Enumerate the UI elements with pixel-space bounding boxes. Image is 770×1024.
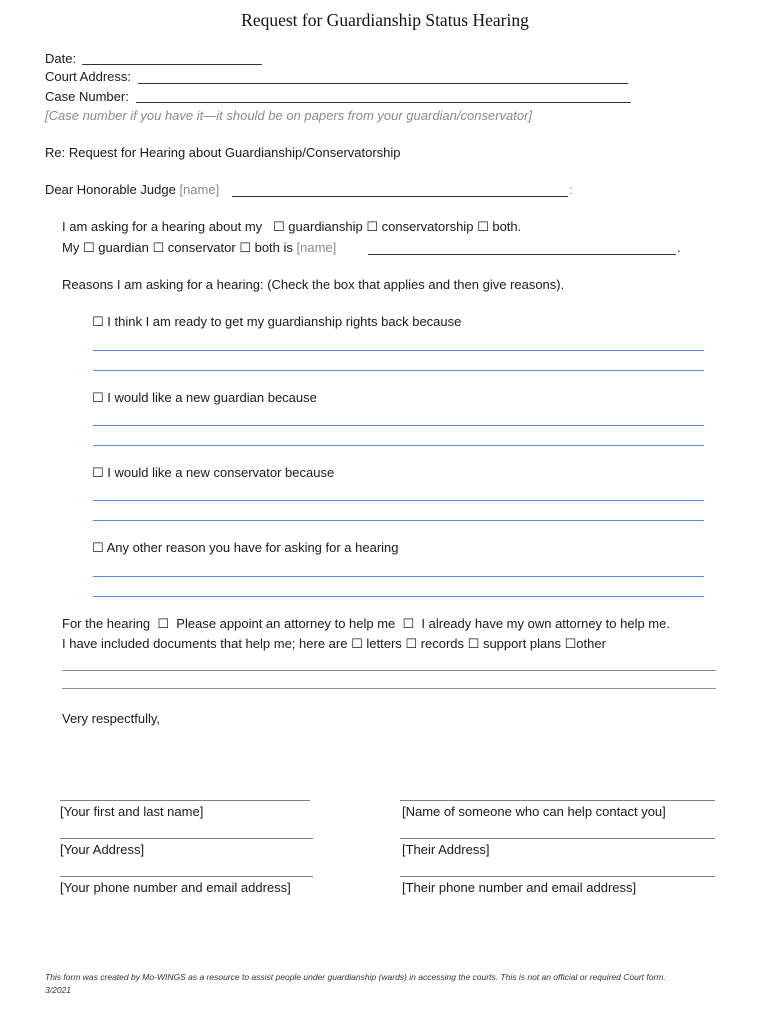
hearing-about-line [62, 219, 521, 235]
documents-line-1[interactable] [62, 670, 716, 671]
reason-rights-back-line-1[interactable] [93, 350, 704, 351]
helper-address-line[interactable] [400, 838, 715, 839]
attorney-prefix: For the hearing [62, 616, 151, 631]
footer-note [45, 971, 735, 997]
reason-rights-back-label: I think I am ready to get my guardianship rights back because [107, 314, 462, 329]
guardianship-option: guardianship [288, 219, 363, 234]
date-field[interactable] [82, 64, 262, 65]
conservator-option: conservator [167, 240, 236, 255]
judge-name-field[interactable] [232, 196, 568, 197]
letters-checkbox[interactable]: ☐ [351, 637, 363, 652]
guardian-option: guardian [98, 240, 149, 255]
salutation [45, 182, 219, 197]
reason-new-guardian-line-2[interactable] [93, 445, 704, 446]
page-title: Request for Guardianship Status Hearing [241, 10, 529, 30]
date-label: Date: [45, 51, 77, 66]
salutation-prefix: Dear Honorable Judge [45, 182, 176, 197]
reason-new-conservator [92, 465, 334, 481]
guardian-line-period: . [677, 240, 681, 255]
case-number-field[interactable] [136, 102, 631, 103]
reason-new-guardian [92, 390, 317, 406]
helper-address-label: [Their Address] [402, 842, 490, 857]
guardian-checkbox[interactable]: ☐ [82, 241, 95, 256]
reason-rights-back-checkbox[interactable]: ☐ [92, 315, 104, 330]
footer-date: 3/2021 [45, 985, 71, 995]
your-address-label: [Your Address] [60, 842, 145, 857]
support-plans-label: support plans [482, 636, 562, 651]
case-number-hint: [Case number if you have it—it should be on papers from your guardian/conservator] [45, 108, 533, 123]
court-address-field[interactable] [138, 83, 628, 84]
reason-other-checkbox[interactable]: ☐ [92, 541, 104, 556]
support-plans-checkbox[interactable]: ☐ [467, 637, 480, 652]
closing: Very respectfully, [62, 711, 161, 726]
your-name-label: [Your first and last name] [60, 804, 204, 819]
your-name-line[interactable] [60, 800, 310, 801]
helper-contact-label: [Their phone number and email address] [402, 880, 637, 895]
your-address-line[interactable] [60, 838, 313, 839]
my-label: My [62, 240, 80, 255]
conservator-checkbox[interactable]: ☐ [152, 241, 165, 256]
both-is-option: both is [254, 240, 293, 255]
hearing-about-prefix: I am asking for a hearing about my [62, 219, 263, 234]
other-checkbox[interactable]: ☐ [564, 637, 577, 652]
helper-name-line[interactable] [400, 800, 715, 801]
own-attorney-checkbox[interactable]: ☐ [402, 617, 415, 632]
both-option: both. [492, 219, 522, 234]
reason-other-line-1[interactable] [93, 576, 704, 577]
attorney-line [62, 616, 670, 632]
helper-contact-line[interactable] [400, 876, 715, 877]
documents-line [62, 636, 606, 652]
records-label: records [420, 636, 465, 651]
appoint-attorney-label: Please appoint an attorney to help me [176, 616, 396, 631]
reason-new-conservator-line-2[interactable] [93, 520, 704, 521]
guardian-name-line [62, 240, 336, 256]
own-attorney-label: I already have my own attorney to help me. [421, 616, 670, 631]
case-number-label: Case Number: [45, 89, 129, 104]
court-address-label: Court Address: [45, 69, 131, 84]
both-checkbox[interactable]: ☐ [477, 220, 489, 235]
reason-new-guardian-checkbox[interactable]: ☐ [92, 391, 104, 406]
letters-label: letters [366, 636, 402, 651]
other-label: other [576, 636, 606, 651]
footer-disclaimer: This form was created by Mo-WINGS as a resource to assist people under guardianship (wards) in accessing the courts. This is not an official or required Court form. [45, 972, 666, 982]
documents-prefix: I have included documents that help me; here are [62, 636, 348, 651]
reason-rights-back [92, 314, 461, 330]
guardianship-checkbox[interactable]: ☐ [273, 220, 285, 235]
helper-name-label: [Name of someone who can help contact you] [402, 804, 666, 819]
reason-new-conservator-label: I would like a new conservator because [107, 465, 335, 480]
your-contact-label: [Your phone number and email address] [60, 880, 291, 895]
appoint-attorney-checkbox[interactable]: ☐ [157, 617, 170, 632]
records-checkbox[interactable]: ☐ [405, 637, 418, 652]
documents-line-2[interactable] [62, 688, 716, 689]
judge-name-hint: [name] [179, 182, 220, 197]
reason-new-guardian-label: I would like a new guardian because [107, 390, 317, 405]
your-contact-line[interactable] [60, 876, 313, 877]
reason-new-conservator-checkbox[interactable]: ☐ [92, 466, 104, 481]
reason-other-label: Any other reason you have for asking for a hearing [106, 540, 399, 555]
reason-other-line-2[interactable] [93, 596, 704, 597]
reason-other [92, 540, 399, 556]
reason-new-conservator-line-1[interactable] [93, 500, 704, 501]
reasons-intro: Reasons I am asking for a hearing: (Check the box that applies and then give reasons). [62, 277, 565, 292]
reason-new-guardian-line-1[interactable] [93, 425, 704, 426]
both-is-checkbox[interactable]: ☐ [239, 241, 251, 256]
salutation-colon: : [569, 182, 573, 197]
conservatorship-option: conservatorship [381, 219, 474, 234]
guardian-name-field[interactable] [368, 254, 676, 255]
guardian-name-hint: [name] [296, 240, 337, 255]
conservatorship-checkbox[interactable]: ☐ [366, 220, 379, 235]
reason-rights-back-line-2[interactable] [93, 370, 704, 371]
re-line: Re: Request for Hearing about Guardianship/Conservatorship [45, 145, 401, 160]
